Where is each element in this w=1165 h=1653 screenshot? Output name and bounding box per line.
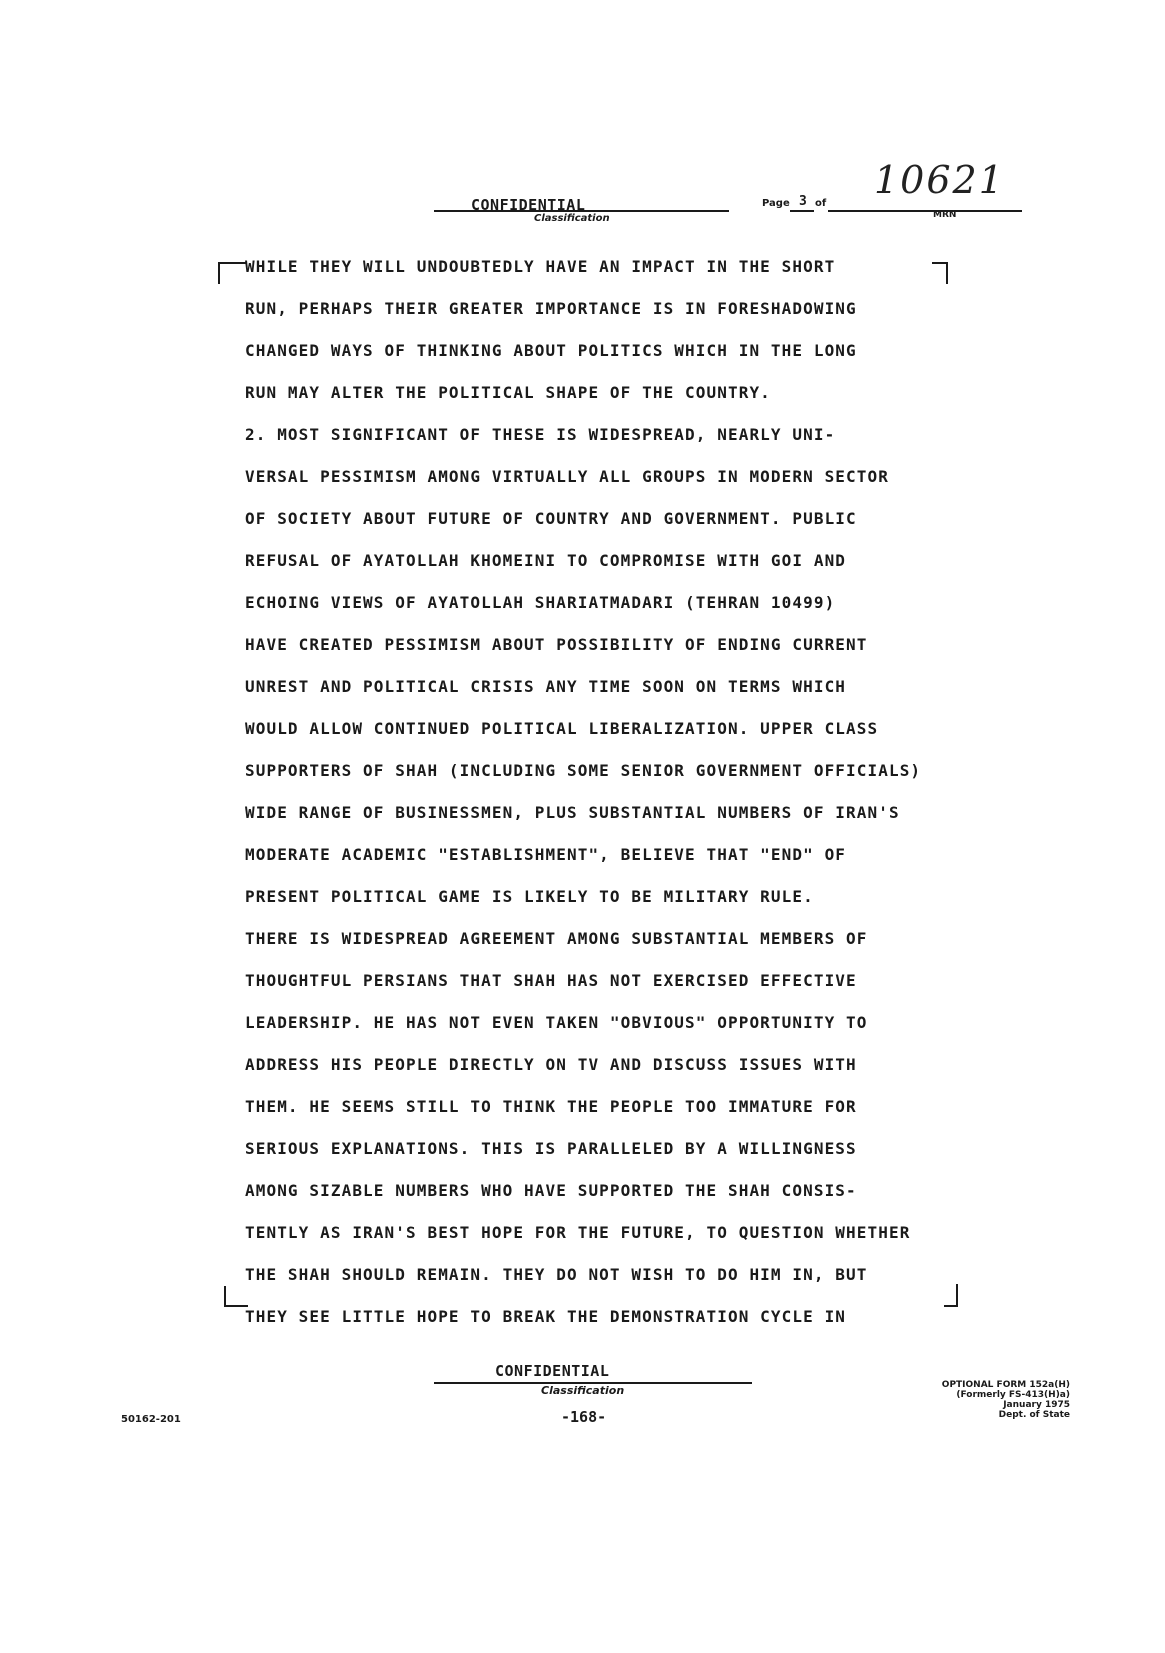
classification-top: CONFIDENTIAL	[471, 196, 586, 214]
bracket-bottom-right-horizontal	[944, 1305, 958, 1307]
body-line: AMONG SIZABLE NUMBERS WHO HAVE SUPPORTED THE SHAH CONSIS-	[245, 1181, 857, 1200]
bracket-bottom-left-vertical	[224, 1286, 226, 1306]
body-line: THERE IS WIDESPREAD AGREEMENT AMONG SUBSTANTIAL MEMBERS OF	[245, 929, 868, 948]
body-line: PRESENT POLITICAL GAME IS LIKELY TO BE MILITARY RULE.	[245, 887, 814, 906]
body-line: THE SHAH SHOULD REMAIN. THEY DO NOT WISH TO DO HIM IN, BUT	[245, 1265, 868, 1284]
classification-caption-top: Classification	[534, 213, 610, 224]
classification-caption-bottom: Classification	[541, 1384, 625, 1397]
body-line: RUN, PERHAPS THEIR GREATER IMPORTANCE IS IN FORESHADOWING	[245, 299, 857, 318]
body-line: WHILE THEY WILL UNDOUBTEDLY HAVE AN IMPACT IN THE SHORT	[245, 257, 836, 276]
body-line: THOUGHTFUL PERSIANS THAT SHAH HAS NOT EXERCISED EFFECTIVE	[245, 971, 857, 990]
optional-form-line: January 1975	[1003, 1400, 1070, 1410]
body-line: ECHOING VIEWS OF AYATOLLAH SHARIATMADARI (TEHRAN 10499)	[245, 593, 836, 612]
mrn-rule	[828, 210, 1022, 212]
optional-form-notice	[890, 1380, 1070, 1420]
body-line: SERIOUS EXPLANATIONS. THIS IS PARALLELED BY A WILLINGNESS	[245, 1139, 857, 1158]
body-line: THEM. HE SEEMS STILL TO THINK THE PEOPLE TOO IMMATURE FOR	[245, 1097, 857, 1116]
bracket-top-left-horizontal	[218, 262, 246, 264]
body-line: WIDE RANGE OF BUSINESSMEN, PLUS SUBSTANTIAL NUMBERS OF IRAN'S	[245, 803, 900, 822]
bracket-top-left-vertical	[218, 262, 220, 284]
body-line: RUN MAY ALTER THE POLITICAL SHAPE OF THE COUNTRY.	[245, 383, 771, 402]
body-line: VERSAL PESSIMISM AMONG VIRTUALLY ALL GROUPS IN MODERN SECTOR	[245, 467, 889, 486]
bracket-top-right-vertical	[946, 262, 948, 284]
body-line: LEADERSHIP. HE HAS NOT EVEN TAKEN "OBVIOUS" OPPORTUNITY TO	[245, 1013, 868, 1032]
optional-form-line: (Formerly FS-413(H)a)	[956, 1390, 1070, 1400]
body-line: CHANGED WAYS OF THINKING ABOUT POLITICS WHICH IN THE LONG	[245, 341, 857, 360]
body-line: 2. MOST SIGNIFICANT OF THESE IS WIDESPREAD, NEARLY UNI-	[245, 425, 836, 444]
bracket-bottom-right-vertical	[956, 1284, 958, 1306]
body-line: MODERATE ACADEMIC "ESTABLISHMENT", BELIEVE THAT "END" OF	[245, 845, 847, 864]
body-line: OF SOCIETY ABOUT FUTURE OF COUNTRY AND GOVERNMENT. PUBLIC	[245, 509, 857, 528]
classification-bottom: CONFIDENTIAL	[495, 1362, 610, 1380]
body-line: WOULD ALLOW CONTINUED POLITICAL LIBERALIZATION. UPPER CLASS	[245, 719, 879, 738]
optional-form-line: OPTIONAL FORM 152a(H)	[941, 1380, 1070, 1390]
body-line: REFUSAL OF AYATOLLAH KHOMEINI TO COMPROMISE WITH GOI AND	[245, 551, 847, 570]
page-of-label: of	[815, 198, 827, 209]
mrn-label: MRN	[933, 210, 957, 220]
page-number-rule	[790, 210, 814, 212]
body-line: HAVE CREATED PESSIMISM ABOUT POSSIBILITY OF ENDING CURRENT	[245, 635, 868, 654]
body-line: UNREST AND POLITICAL CRISIS ANY TIME SOON ON TERMS WHICH	[245, 677, 847, 696]
mrn-handwritten-number: 10621	[874, 158, 1005, 202]
body-line: TENTLY AS IRAN'S BEST HOPE FOR THE FUTURE, TO QUESTION WHETHER	[245, 1223, 911, 1242]
body-line: SUPPORTERS OF SHAH (INCLUDING SOME SENIOR GOVERNMENT OFFICIALS)	[245, 761, 922, 780]
form-code: 50162-201	[121, 1414, 181, 1425]
page-footer-number: -168-	[561, 1408, 607, 1426]
body-line: ADDRESS HIS PEOPLE DIRECTLY ON TV AND DISCUSS ISSUES WITH	[245, 1055, 857, 1074]
page-number: 3	[799, 194, 807, 209]
page-label: Page	[762, 198, 790, 209]
body-line: THEY SEE LITTLE HOPE TO BREAK THE DEMONSTRATION CYCLE IN	[245, 1307, 847, 1326]
optional-form-line: Dept. of State	[998, 1410, 1070, 1420]
